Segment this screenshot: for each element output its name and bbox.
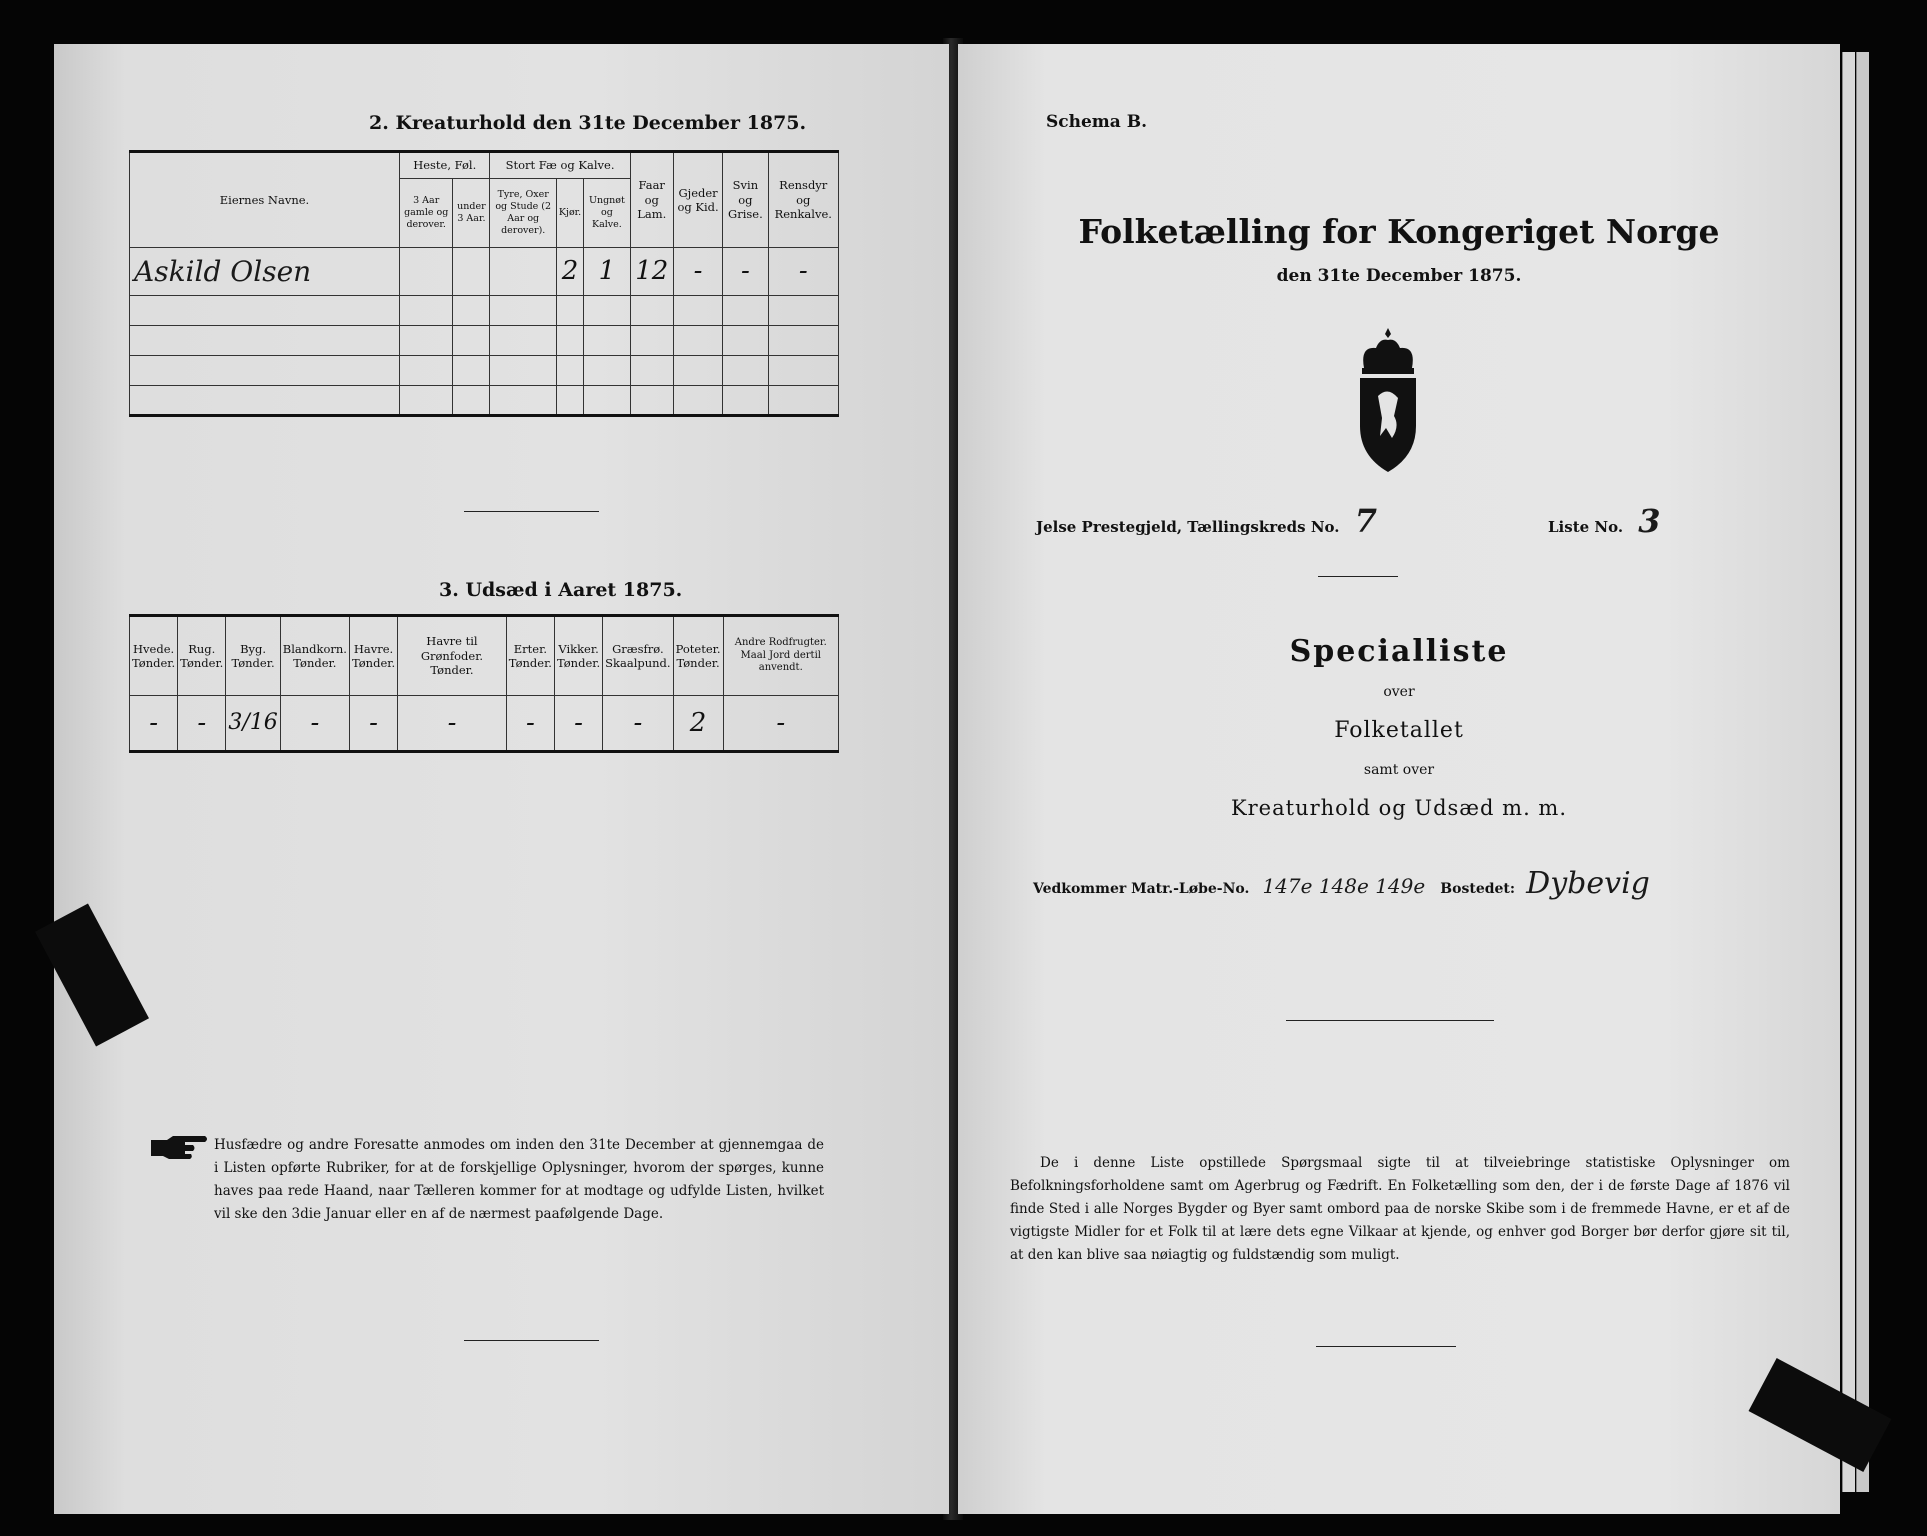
notice-text: Husfædre og andre Foresatte anmodes om inden den 31te December at gjennemgaa de i Listen opførte Rubriker, for at de forskjellige Oplysninger, hvorom der spørges, kunne haves paa rede Haand, naar Tælleren kommer for at modtage og udfylde Listen, hvilket vil ske den 3die Januar eller en af de nærmest paafølgende Dage. (214, 1137, 824, 1222)
matr-label: Vedkommer Matr.-Løbe-No. (1033, 881, 1250, 897)
seed-header: Poteter. Tønder. (673, 616, 723, 696)
seed-header: Erter. Tønder. (506, 616, 554, 696)
cattle-header: Stort Fæ og Kalve. (490, 152, 630, 179)
seed-cell: - (280, 696, 349, 752)
bosted-value: Dybevig (1526, 866, 1650, 901)
folketallet-text: Folketallet (1334, 718, 1464, 743)
special-title: Specialliste (1289, 634, 1509, 669)
seed-cell: 2 (673, 696, 723, 752)
livestock-cell: 12 (630, 248, 673, 296)
seed-header: Græsfrø. Skaalpund. (603, 616, 673, 696)
livestock-cell: - (673, 248, 722, 296)
divider (464, 1340, 599, 1341)
list-line (1548, 502, 1661, 540)
matr-value: 147e 148e 149e (1262, 874, 1426, 898)
seed-header: Blandkorn. Tønder. (280, 616, 349, 696)
pigs-header: Svin og Grise. (723, 152, 768, 248)
page-edge (1842, 52, 1855, 1492)
seed-cell: - (178, 696, 226, 752)
horses-young-header: under 3 Aar. (453, 178, 490, 247)
district-number: 7 (1354, 502, 1378, 540)
sheep-header: Faar og Lam. (630, 152, 673, 248)
seed-header: Hvede. Tønder. (130, 616, 178, 696)
parish-label: Jelse Prestegjeld, Tællingskreds No. (1036, 518, 1340, 536)
seed-table (129, 614, 839, 753)
over-text: over (1383, 684, 1415, 700)
left-page (54, 44, 949, 1514)
footer-text: De i denne Liste opstillede Spørgsmaal sigte til at tilveiebringe statistiske Oplysninger om Befolkningsforholdene samt om Agerbrug og Fædrift. En Folketælling som den, der i de første Dage af 1876 vil finde Sted i alle Norges Bygder og Byer samt ombord paa de norske Skibe som i de fremmede Havne, er et af de vigtigste Midler for et Folk til at lære dets egne Vilkaar at kjende, og enhver god Borger bør derfor gjøre sit til, at den kan blive saa nøiagtig og fuldstændig som muligt. (1010, 1155, 1790, 1263)
seed-heading: 3. Udsæd i Aaret 1875. (439, 579, 683, 601)
seed-cell: - (603, 696, 673, 752)
coat-of-arms-icon (1350, 326, 1426, 480)
livestock-cell: - (768, 248, 839, 296)
seed-header: Vikker. Tønder. (554, 616, 602, 696)
seed-cell: - (723, 696, 838, 752)
kreaturhold-text: Kreaturhold og Udsæd m. m. (1230, 796, 1568, 820)
owner-name: Askild Olsen (130, 248, 400, 296)
divider (464, 511, 599, 512)
horses-old-header: 3 Aar gamle og derover. (400, 178, 453, 247)
livestock-cell: - (723, 248, 768, 296)
seed-cell: - (506, 696, 554, 752)
seed-header: Byg. Tønder. (226, 616, 280, 696)
bosted-label: Bostedet: (1440, 881, 1516, 897)
divider (1318, 576, 1398, 577)
page-edge (1856, 52, 1869, 1492)
seed-cell: - (349, 696, 397, 752)
title-date: den 31te December 1875. (1276, 266, 1522, 286)
goats-header: Gjeder og Kid. (673, 152, 722, 248)
divider (1286, 1020, 1494, 1021)
seed-cell: 3/16 (226, 696, 280, 752)
livestock-cell (490, 248, 556, 296)
divider (1316, 1346, 1456, 1347)
livestock-cell (400, 248, 453, 296)
reindeer-header: Rensdyr og Renkalve. (768, 152, 839, 248)
bulls-header: Tyre, Oxer og Stude (2 Aar og derover). (490, 178, 556, 247)
livestock-heading: 2. Kreaturhold den 31te December 1875. (369, 112, 807, 134)
cows-header: Kjør. (556, 178, 583, 247)
seed-cell: - (130, 696, 178, 752)
list-number: 3 (1638, 502, 1661, 540)
calves-header: Ungnøt og Kalve. (584, 178, 630, 247)
owner-header: Eiernes Navne. (130, 152, 400, 248)
horses-header: Heste, Føl. (400, 152, 490, 179)
livestock-table (129, 150, 839, 417)
seed-header: Andre Rodfrugter. Maal Jord dertil anvendt. (723, 616, 838, 696)
pointing-hand-icon (149, 1134, 209, 1166)
list-label: Liste No. (1548, 518, 1624, 536)
livestock-cell (453, 248, 490, 296)
seed-header: Havre. Tønder. (349, 616, 397, 696)
main-title: Folketælling for Kongeriget Norge (1078, 212, 1720, 251)
schema-label: Schema B. (1046, 112, 1148, 132)
parish-line (1036, 502, 1377, 540)
matr-line (1033, 866, 1650, 901)
livestock-cell: 2 (556, 248, 583, 296)
livestock-cell: 1 (584, 248, 630, 296)
seed-cell: - (554, 696, 602, 752)
samt-over-text: samt over (1363, 762, 1435, 778)
seed-cell: - (398, 696, 507, 752)
seed-header: Havre til Grønfoder. Tønder. (398, 616, 507, 696)
right-page (958, 44, 1840, 1514)
seed-header: Rug. Tønder. (178, 616, 226, 696)
